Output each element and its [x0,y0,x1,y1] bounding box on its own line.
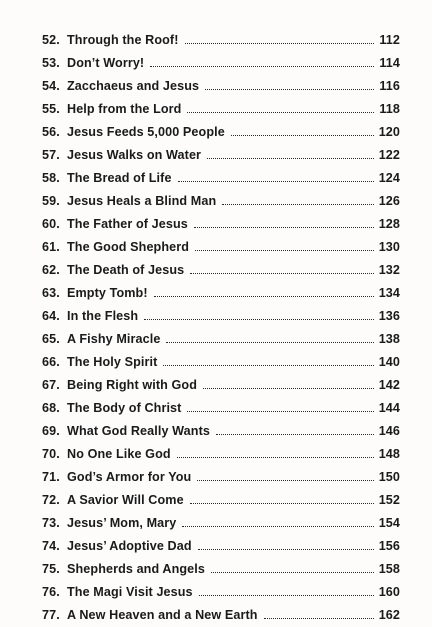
entry-title: Jesus’ Mom, Mary [67,516,177,530]
entry-page-number: 162 [378,608,400,622]
dot-leader [216,434,374,435]
entry-page-number: 134 [378,286,400,300]
entry-page-number: 128 [378,217,400,231]
dot-leader [207,158,374,159]
entry-title: No One Like God [67,447,171,461]
toc-entry [0,167,432,190]
toc-entry [0,466,432,489]
toc-entry [0,305,432,328]
entry-number: 60. [42,217,60,231]
entry-page-number: 136 [378,309,400,323]
entry-title: Jesus Heals a Blind Man [67,194,217,208]
dot-leader [264,618,374,619]
entry-page-number: 120 [378,125,400,139]
toc-list [0,29,432,627]
entry-page-number: 152 [378,493,400,507]
entry-title: The Bread of Life [67,171,172,185]
dot-leader [187,411,374,412]
toc-entry [0,259,432,282]
entry-number: 59. [42,194,60,208]
entry-number: 76. [42,585,60,599]
dot-leader [178,181,374,182]
entry-page-number: 122 [378,148,400,162]
toc-entry [0,420,432,443]
entry-page-number: 132 [378,263,400,277]
toc-entry [0,489,432,512]
dot-leader [199,595,374,596]
dot-leader [231,135,374,136]
dot-leader [185,43,374,44]
entry-title: The Body of Christ [67,401,182,415]
dot-leader [144,319,374,320]
entry-number: 61. [42,240,60,254]
toc-entry [0,535,432,558]
entry-page-number: 142 [378,378,400,392]
entry-number: 69. [42,424,60,438]
entry-page-number: 126 [378,194,400,208]
entry-page-number: 138 [378,332,400,346]
entry-title: The Father of Jesus [67,217,188,231]
entry-title: Jesus’ Adoptive Dad [67,539,192,553]
entry-title: Jesus Feeds 5,000 People [67,125,225,139]
dot-leader [187,112,374,113]
entry-title: God’s Armor for You [67,470,192,484]
entry-number: 68. [42,401,60,415]
entry-title: Empty Tomb! [67,286,148,300]
entry-title: Don’t Worry! [67,56,145,70]
entry-page-number: 144 [378,401,400,415]
toc-entry [0,75,432,98]
entry-number: 66. [42,355,60,369]
entry-number: 63. [42,286,60,300]
dot-leader [203,388,374,389]
entry-title: Being Right with God [67,378,198,392]
entry-title: Shepherds and Angels [67,562,205,576]
entry-page-number: 160 [378,585,400,599]
entry-title: Zacchaeus and Jesus [67,79,200,93]
entry-page-number: 112 [379,33,400,47]
dot-leader [182,526,374,527]
dot-leader [211,572,374,573]
toc-entry [0,512,432,535]
entry-title: The Death of Jesus [67,263,185,277]
entry-page-number: 158 [378,562,400,576]
dot-leader [198,549,374,550]
toc-entry [0,558,432,581]
entry-title: The Good Shepherd [67,240,190,254]
entry-number: 67. [42,378,60,392]
entry-page-number: 114 [379,56,400,70]
entry-number: 56. [42,125,60,139]
entry-number: 53. [42,56,60,70]
dot-leader [195,250,374,251]
dot-leader [177,457,374,458]
entry-title: The Holy Spirit [67,355,158,369]
entry-page-number: 146 [378,424,400,438]
entry-title: A New Heaven and a New Earth [67,608,258,622]
toc-entry [0,328,432,351]
dot-leader [197,480,374,481]
toc-entry [0,581,432,604]
entry-page-number: 148 [378,447,400,461]
entry-number: 57. [42,148,60,162]
dot-leader [150,66,374,67]
dot-leader [205,89,374,90]
entry-page-number: 118 [379,102,400,116]
entry-page-number: 116 [379,79,400,93]
toc-entry [0,52,432,75]
entry-page-number: 140 [378,355,400,369]
dot-leader [194,227,374,228]
entry-number: 62. [42,263,60,277]
toc-entry [0,374,432,397]
toc-entry [0,190,432,213]
toc-entry [0,351,432,374]
entry-title: The Magi Visit Jesus [67,585,193,599]
toc-entry [0,98,432,121]
entry-number: 71. [42,470,60,484]
toc-entry [0,282,432,305]
entry-number: 55. [42,102,60,116]
entry-number: 58. [42,171,60,185]
entry-number: 54. [42,79,60,93]
entry-number: 52. [42,33,60,47]
dot-leader [190,503,374,504]
entry-number: 74. [42,539,60,553]
entry-number: 64. [42,309,60,323]
entry-page-number: 130 [378,240,400,254]
entry-number: 65. [42,332,60,346]
entry-title: In the Flesh [67,309,139,323]
entry-number: 75. [42,562,60,576]
entry-page-number: 124 [378,171,400,185]
dot-leader [163,365,374,366]
entry-number: 77. [42,608,60,622]
entry-title: Through the Roof! [67,33,179,47]
entry-number: 72. [42,493,60,507]
toc-entry [0,29,432,52]
toc-entry [0,443,432,466]
entry-page-number: 150 [378,470,400,484]
toc-entry [0,213,432,236]
toc-entry [0,144,432,167]
entry-page-number: 154 [378,516,400,530]
dot-leader [154,296,374,297]
dot-leader [166,342,374,343]
entry-title: Help from the Lord [67,102,182,116]
entry-number: 70. [42,447,60,461]
toc-entry [0,397,432,420]
dot-leader [190,273,374,274]
toc-entry [0,121,432,144]
entry-number: 73. [42,516,60,530]
toc-entry [0,236,432,259]
dot-leader [222,204,374,205]
entry-title: What God Really Wants [67,424,210,438]
entry-title: A Savior Will Come [67,493,184,507]
entry-page-number: 156 [378,539,400,553]
entry-title: A Fishy Miracle [67,332,161,346]
entry-title: Jesus Walks on Water [67,148,202,162]
toc-entry [0,604,432,627]
